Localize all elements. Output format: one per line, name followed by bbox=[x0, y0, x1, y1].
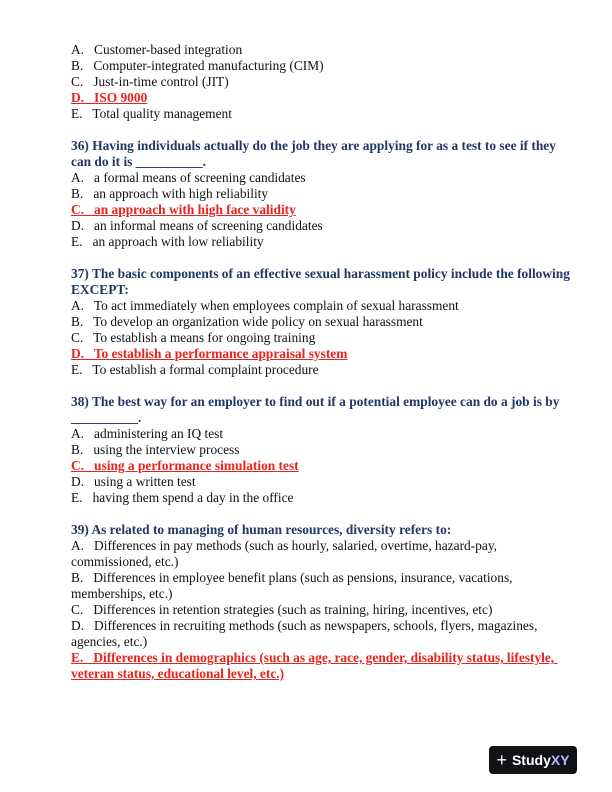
question-37 bbox=[71, 266, 571, 378]
question-37-text: 37) The basic components of an effective sexual harassment policy include the following EXCEPT: bbox=[71, 266, 570, 297]
q35-option-a: A. Customer-based integration bbox=[71, 42, 243, 57]
q38-option-d: D. using a written test bbox=[71, 474, 196, 489]
logo-text-prefix: Study bbox=[511, 752, 551, 768]
q36-option-d: D. an informal means of screening candidates bbox=[71, 218, 323, 233]
q38-option-a: A. administering an IQ test bbox=[71, 426, 224, 441]
q38-option-e: E. having them spend a day in the office bbox=[71, 490, 294, 505]
q35-option-c: C. Just-in-time control (JIT) bbox=[71, 74, 229, 89]
question-39-text: 39) As related to managing of human resources, diversity refers to: bbox=[71, 522, 452, 537]
q37-option-d-correct: D. To establish a performance appraisal system bbox=[71, 346, 348, 361]
q36-option-e: E. an approach with low reliability bbox=[71, 234, 264, 249]
quiz-content bbox=[71, 42, 571, 682]
q39-option-d: D. Differences in recruiting methods (such as newspapers, schools, flyers, magazines, agencies, etc.) bbox=[71, 618, 541, 649]
logo-text-suffix: XY bbox=[550, 752, 570, 768]
studyxy-logo[interactable] bbox=[489, 746, 577, 774]
q38-option-c-correct: C. using a performance simulation test bbox=[71, 458, 299, 473]
q36-option-b: B. an approach with high reliability bbox=[71, 186, 269, 201]
q35-option-e: E. Total quality management bbox=[71, 106, 232, 121]
q37-option-a: A. To act immediately when employees complain of sexual harassment bbox=[71, 298, 459, 313]
question-38 bbox=[71, 394, 571, 506]
q35-option-d-correct: D. ISO 9000 bbox=[71, 90, 148, 105]
q39-option-b: B. Differences in employee benefit plans (such as pensions, insurance, vacations, memberships, etc.) bbox=[71, 570, 516, 601]
q37-option-c: C. To establish a means for ongoing training bbox=[71, 330, 316, 345]
q35-option-b: B. Computer-integrated manufacturing (CIM) bbox=[71, 58, 324, 73]
plus-icon: + bbox=[496, 750, 507, 770]
q37-option-b: B. To develop an organization wide policy on sexual harassment bbox=[71, 314, 423, 329]
question-38-text: 38) The best way for an employer to find out if a potential employee can do a job is by __________. bbox=[71, 394, 560, 425]
q36-option-a: A. a formal means of screening candidates bbox=[71, 170, 306, 185]
q37-option-e: E. To establish a formal complaint procedure bbox=[71, 362, 319, 377]
q39-option-a: A. Differences in pay methods (such as hourly, salaried, overtime, hazard-pay, commissioned, etc.) bbox=[71, 538, 501, 569]
q38-option-b: B. using the interview process bbox=[71, 442, 240, 457]
q39-option-e-correct: E. Differences in demographics (such as age, race, gender, disability status, lifestyle, veteran status, educational level, etc.) bbox=[71, 650, 558, 681]
q39-option-c: C. Differences in retention strategies (such as training, hiring, incentives, etc) bbox=[71, 602, 493, 617]
q35-options bbox=[71, 42, 571, 122]
question-39 bbox=[71, 522, 571, 682]
q36-option-c-correct: C. an approach with high face validity bbox=[71, 202, 296, 217]
question-36-text: 36) Having individuals actually do the job they are applying for as a test to see if they can do it is __________. bbox=[71, 138, 556, 169]
question-36 bbox=[71, 138, 571, 250]
